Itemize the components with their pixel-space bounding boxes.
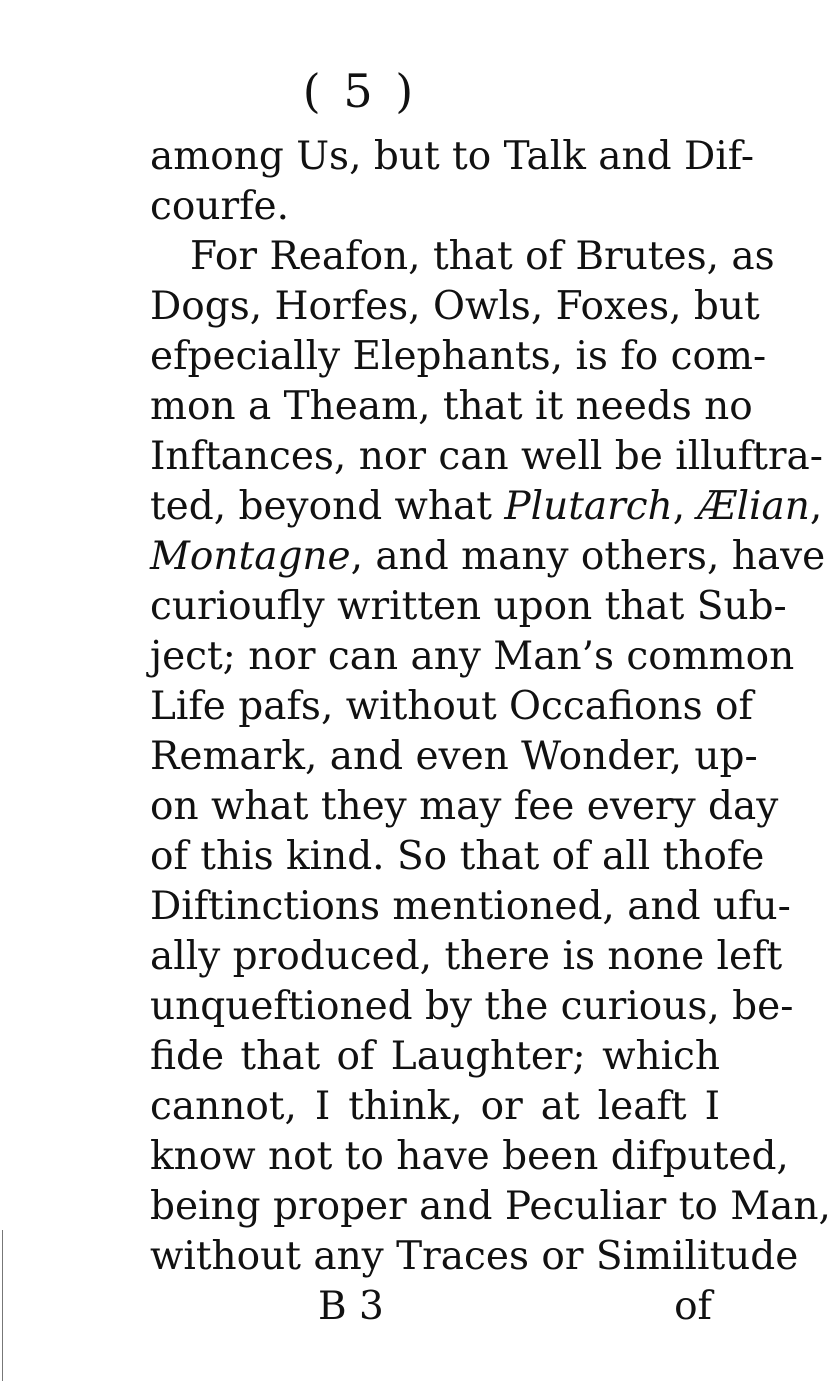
- text-line: Remark, and even Wonder, up-: [150, 734, 758, 779]
- text-line: [150, 482, 823, 532]
- catchline: [150, 1282, 720, 1332]
- text-line: curioufly written upon that Sub-: [150, 584, 787, 629]
- text-line: Life pafs, without Occafions of: [150, 684, 753, 729]
- text-segment: ,: [809, 484, 823, 529]
- signature-mark: B 3: [318, 1284, 384, 1329]
- text-line: Dogs, Horfes, Owls, Foxes, but: [150, 284, 760, 329]
- text-line: ject; nor can any Man’s common: [150, 634, 795, 679]
- author-name-aelian: Ælian: [697, 484, 810, 529]
- page-number: ( 5 ): [302, 64, 418, 118]
- text-segment: ,: [672, 484, 698, 529]
- text-line: efpecially Elephants, is fo com-: [150, 334, 767, 379]
- text-segment: ted, beyond what: [150, 484, 505, 529]
- text-line: For Reafon, that of Brutes, as: [190, 234, 775, 279]
- text-line: [150, 532, 826, 582]
- text-line: unqueftioned by the curious, be-: [150, 984, 794, 1029]
- text-line: cannot, I think, or at leaft I: [150, 1084, 720, 1129]
- text-line: Diftinctions mentioned, and ufu-: [150, 884, 791, 929]
- text-segment: , and many others, have: [350, 534, 826, 579]
- text-line: among Us, but to Talk and Dif-: [150, 134, 755, 179]
- text-line: being proper and Peculiar to Man,: [150, 1184, 831, 1229]
- text-line: Inftances, nor can well be illuftra-: [150, 434, 823, 479]
- text-line: without any Traces or Similitude: [150, 1234, 799, 1279]
- author-name-plutarch: Plutarch: [504, 484, 673, 529]
- text-line: mon a Theam, that it needs no: [150, 384, 753, 429]
- text-line: on what they may fee every day: [150, 784, 779, 829]
- author-name-montagne: Montagne: [150, 534, 351, 579]
- text-line: fide that of Laughter; which: [150, 1034, 720, 1079]
- page-edge-line: [2, 1230, 3, 1381]
- text-line: ally produced, there is none left: [150, 934, 783, 979]
- text-line: courfe.: [150, 184, 289, 229]
- catchword: of: [674, 1284, 712, 1329]
- text-line: know not to have been difputed,: [150, 1134, 789, 1179]
- text-line: of this kind. So that of all thofe: [150, 834, 765, 879]
- body-text: [150, 132, 831, 1282]
